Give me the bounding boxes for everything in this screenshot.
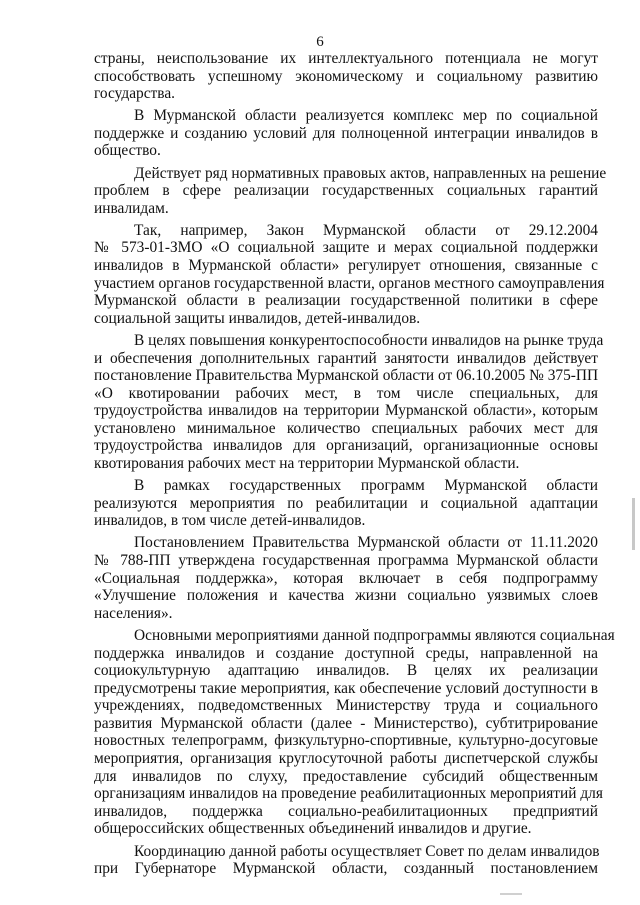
text-line: предусмотрены такие мероприятия, как обеспечение условий доступности в [94,679,598,697]
paragraph [94,477,598,530]
paragraph [94,331,604,473]
text-line: «Улучшение положения и качества жизни социально уязвимых слоев [94,587,598,605]
text-line: социальной защиты инвалидов, детей-инвалидов. [94,309,421,327]
text-line: новостных телепрограмм, физкультурно-спортивные, культурно-досуговые [94,732,598,750]
text-line: В целях повышения конкурентоспособности инвалидов на рынке труда [134,331,604,349]
text-line: общество. [94,142,161,160]
text-line: для инвалидов по слуху, предоставление субсидий общественным [94,767,598,785]
text-line: поддержке и созданию условий для полноценной интеграции инвалидов в [94,124,598,142]
text-line: учреждениях, подведомственных Министерству труда и социального [94,697,598,715]
text-line: мероприятия, организация круглосуточной работы диспетчерской службы [94,750,598,768]
text-line: № 573-01-ЗМО «О социальной защите и мерах социальной поддержки [94,239,598,257]
text-line: инвалидам. [94,199,169,217]
text-line: трудоустройства инвалидов на территории Мурманской области», которым [94,402,598,420]
paragraph [94,843,598,878]
text-line: развития Мурманской области (далее - Министерство), субтитрирование [94,714,598,732]
text-line: при Губернаторе Мурманской области, созданный постановлением [94,860,598,878]
text-line: трудоустройства инвалидов для организаций, организационные основы [94,437,598,455]
text-line: населения». [94,604,173,622]
paragraph [94,221,605,328]
scan-edge-mark [632,498,635,550]
text-line: и обеспечения дополнительных гарантий занятости инвалидов действует [94,349,598,367]
paragraph [94,164,607,218]
text-line: поддержка инвалидов и создание доступной среды, направленной на [94,644,598,662]
text-line: инвалидов в Мурманской области» регулирует отношения, связанные с [94,257,598,275]
scan-bottom-mark [500,893,522,895]
text-line: участием органов государственной власти, органов местного самоуправления [94,274,605,292]
text-line: реализуются мероприятия по реабилитации и социальной адаптации [94,494,598,512]
text-line: Мурманской области в реализации государственной политики в сфере [94,292,598,310]
text-line: организациям инвалидов на проведение реабилитационных мероприятий для [94,785,603,803]
text-line: установлено минимальное количество специальных рабочих мест для [94,419,598,437]
page-number: 6 [316,34,324,50]
text-line: Координацию данной работы осуществляет Совет по делам инвалидов [134,842,600,860]
paragraph [94,107,598,160]
text-line: В рамках государственных программ Мурманской области [134,477,598,495]
text-line: «О квотировании рабочих мест, в том числе специальных, для [94,384,598,402]
text-line: проблем в сфере реализации государственных социальных гарантий [94,182,598,200]
text-line: инвалидов, в том числе детей-инвалидов. [94,512,366,530]
text-line: Постановлением Правительства Мурманской области от 11.11.2020 [134,534,598,552]
paragraph [94,534,598,622]
text-line: государства. [94,85,176,103]
text-line: постановление Правительства Мурманской области от 06.10.2005 № 375-ПП [94,367,599,385]
document-body [94,50,615,878]
text-line: инвалидов, поддержка социально-реабилитационных предприятий [94,802,598,820]
text-line: квотирования рабочих мест на территории Мурманской области. [94,455,520,473]
text-line: Так, например, Закон Мурманской области от 29.12.2004 [134,221,598,239]
paragraph [94,626,615,838]
text-line: общероссийских общественных объединений инвалидов и другие. [94,820,532,838]
paragraph [94,50,598,103]
text-line: Действует ряд нормативных правовых актов, направленных на решение [134,164,607,182]
text-line: способствовать успешному экономическому и социальному развитию [94,67,598,85]
text-line: страны, неиспользование их интеллектуального потенциала не могут [94,50,598,67]
text-line: «Социальная поддержка», которая включает в себя подпрограмму [94,569,598,587]
text-line: № 788-ПП утверждена государственная программа Мурманской области [94,552,598,570]
text-line: В Мурманской области реализуется комплекс мер по социальной [134,107,598,125]
text-line: социокультурную адаптацию инвалидов. В целях их реализации [94,662,598,680]
text-line: Основными мероприятиями данной подпрограммы являются социальная [134,626,615,644]
